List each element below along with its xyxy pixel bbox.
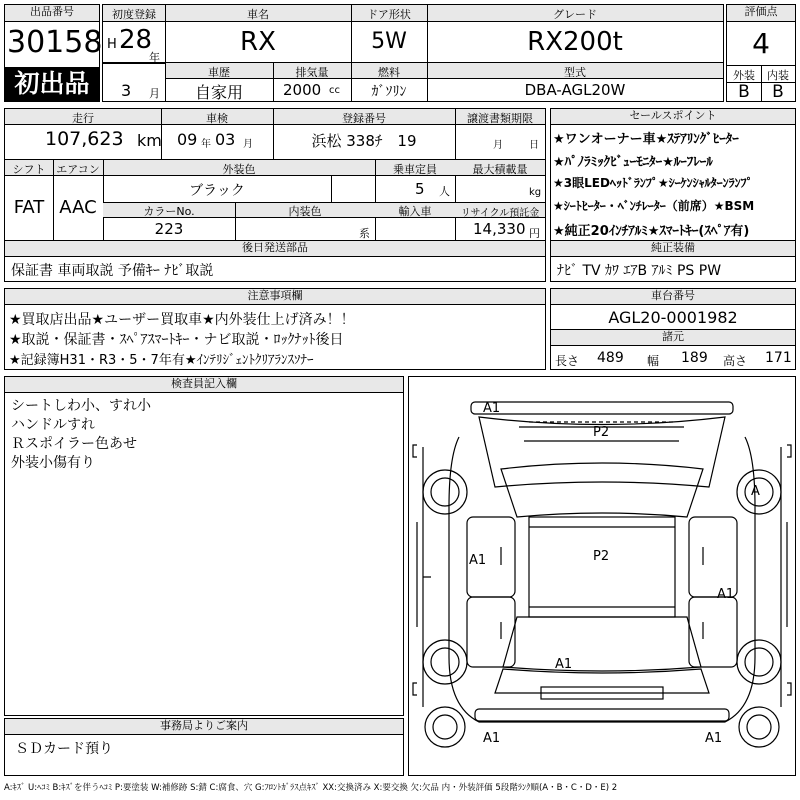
header-row-box — [102, 4, 724, 64]
chassis-label: 車台番号 — [551, 289, 795, 305]
ac-label: エアコン — [56, 163, 100, 176]
selling-point-line: ★3眼LEDﾍｯﾄﾞﾗﾝﾌﾟ★ｼｰｹﾝｼｬﾙﾀｰﾝﾗﾝﾌﾟ — [553, 176, 753, 190]
model-label: 型式 — [564, 66, 586, 79]
exterior-color: ブラック — [189, 183, 245, 199]
displacement-label: 排気量 — [295, 66, 329, 79]
grade: RX200t — [527, 27, 623, 57]
inspection-month: 03 — [215, 130, 236, 149]
inspection-year-unit: 年 — [201, 139, 211, 150]
score: 4 — [752, 27, 770, 60]
selling-point-line: ★純正20ｲﾝﾁｱﾙﾐ★ｽﾏｰﾄｷｰ(ｽﾍﾟｱ有) — [553, 224, 750, 239]
air-conditioner: AAC — [59, 197, 97, 218]
interior-label: 内装 — [767, 69, 789, 82]
fuel: ｶﾞｿﾘﾝ — [371, 84, 407, 100]
office-box — [4, 718, 404, 776]
damage-mark: P2 — [593, 425, 610, 440]
registration-era: H — [107, 37, 117, 52]
selling-points-box — [550, 108, 796, 242]
inspection-month-unit: 月 — [243, 139, 253, 150]
score-label: 評価点 — [727, 5, 795, 22]
door-type: 5W — [371, 29, 407, 54]
notes-label: 注意事項欄 — [5, 289, 545, 305]
damage-mark: A1 — [469, 553, 487, 568]
dimensions-label: 諸元 — [551, 330, 795, 346]
equipment-box — [550, 240, 796, 282]
model-code: DBA-AGL20W — [524, 81, 626, 99]
recycle-fee: 14,330 — [473, 220, 526, 238]
lot-number-label: 出品番号 — [5, 5, 99, 22]
mileage-unit: km — [137, 131, 162, 150]
note-line: ★取説・保証書・ｽﾍﾟｱｽﾏｰﾄｷｰ・ナビ取説・ﾛｯｸﾅｯﾄ後日 — [9, 332, 344, 348]
color-number-label: カラーNo. — [143, 205, 195, 218]
damage-mark: A1 — [705, 731, 723, 746]
length-label: 長さ — [555, 354, 580, 368]
office-label: 事務局よりご案内 — [5, 719, 403, 735]
height-label: 高さ — [723, 354, 748, 368]
damage-mark: A1 — [717, 587, 735, 602]
interior-color-label: 内装色 — [288, 205, 322, 218]
equipment-label: 純正装備 — [551, 241, 795, 257]
later-parts-label: 後日発送部品 — [5, 241, 545, 257]
later-parts: 保証書 車両取説 予備ｷｰ ﾅﾋﾞ取説 — [11, 263, 214, 279]
fuel-label: 燃料 — [378, 66, 400, 79]
later-parts-box — [4, 240, 546, 282]
inspector-label: 検査員記入欄 — [5, 377, 403, 393]
exterior-label: 外装 — [733, 69, 755, 82]
note-line: ★買取店出品★ユーザー買取車★内外装仕上げ済み！！ — [9, 312, 355, 328]
damage-mark: A1 — [555, 657, 573, 672]
inspector-line: シートしわ小、すれ小 — [11, 398, 151, 414]
damage-mark: A — [751, 484, 760, 499]
displacement: 2000 — [283, 81, 322, 99]
note-line: ★記録簿H31・R3・5・7年有★ｲﾝﾃﾘｼﾞｪﾝﾄｸﾘｱﾗﾝｽｿﾅｰ — [9, 353, 314, 368]
car-name: RX — [240, 27, 276, 57]
capacity: 5 — [415, 180, 425, 198]
plate-number: 浜松 338ﾁ 19 — [311, 132, 417, 150]
interior-color-unit: 系 — [359, 227, 370, 240]
door-type-label: ドア形状 — [367, 8, 411, 21]
length: 489 — [597, 350, 624, 366]
interior-grade: B — [772, 82, 784, 102]
color-label: 外装色 — [222, 163, 256, 176]
color-number: 223 — [154, 220, 184, 238]
registration-year-unit: 年 — [149, 51, 160, 64]
max-load-label: 最大積載量 — [472, 163, 528, 176]
shift-label: シフト — [12, 163, 46, 176]
damage-mark: A1 — [483, 401, 501, 416]
transfer-day-unit: 日 — [529, 140, 539, 151]
inspection-year: 09 — [177, 130, 198, 149]
width: 189 — [681, 350, 708, 366]
score-box — [726, 4, 796, 102]
equipment: ﾅﾋﾞ TV ｶﾜ ｴｱB ｱﾙﾐ PS PW — [557, 263, 722, 279]
mileage-label: 走行 — [72, 112, 94, 125]
grade-label: グレード — [553, 8, 597, 21]
mileage: 107,623 — [45, 128, 124, 150]
first-listing-badge: 初出品 — [5, 67, 99, 101]
selling-point-line: ★ﾊﾟﾉﾗﾐｯｸﾋﾞｭｰﾓﾆﾀｰ★ﾙｰﾌﾚｰﾙ — [553, 155, 713, 170]
history-label: 車歴 — [208, 66, 230, 79]
capacity-label: 乗車定員 — [393, 163, 437, 176]
shift: FAT — [13, 197, 45, 218]
inspector-line: ハンドルすれ — [11, 417, 95, 433]
inspector-box — [4, 376, 404, 716]
office-note: ＳＤカード預り — [15, 741, 113, 757]
damage-mark: P2 — [593, 549, 610, 564]
car-name-label: 車名 — [247, 8, 269, 21]
legend: A:ｷｽﾞ U:ﾍｺﾐ B:ｷｽﾞを伴うﾍｺﾐ P:要塗装 W:補修跡 S:錆 C:腐食、穴 G:ﾌﾛﾝﾄｶﾞﾗｽ点ｷｽﾞ XX:交換済み X:要交換 欠:欠品 内・外装評価 5段階ﾗﾝｸ順(A・B・C・D・E) 2 — [4, 783, 618, 793]
transfer-deadline-label: 譲渡書類期限 — [467, 112, 533, 125]
selling-point-line: ★ワンオーナー車★ｽﾃｱﾘﾝｸﾞﾋｰﾀｰ — [553, 132, 739, 147]
recycle-fee-unit: 円 — [529, 227, 540, 240]
capacity-unit: 人 — [439, 185, 450, 198]
lot-number: 30158 — [7, 25, 103, 60]
max-load-unit: kg — [529, 187, 542, 198]
registration-month: 3 — [121, 81, 132, 100]
selling-points-label: セールスポイント — [551, 109, 795, 125]
import-label: 輸入車 — [398, 205, 432, 218]
chassis-box — [550, 288, 796, 370]
transfer-month-unit: 月 — [493, 140, 503, 151]
height: 171 — [765, 350, 792, 366]
car-diagram-box — [408, 376, 796, 776]
registration-year: 28 — [119, 25, 153, 55]
inspector-line: Ｒスポイラー色あせ — [11, 436, 137, 452]
recycle-label: リサイクル預託金 — [460, 208, 540, 219]
inspector-line: 外装小傷有り — [11, 455, 95, 471]
spec-row-box — [102, 62, 724, 102]
notes-box — [4, 288, 546, 370]
chassis-number: AGL20-0001982 — [608, 308, 738, 327]
exterior-grade: B — [738, 82, 750, 102]
lot-number-box — [4, 4, 103, 102]
selling-point-line: ★ｼｰﾄﾋｰﾀｰ・ﾍﾞﾝﾁﾚｰﾀｰ（前席）★BSM — [553, 199, 755, 213]
plate-label: 登録番号 — [342, 112, 386, 125]
inspection-label: 車検 — [206, 112, 228, 125]
displacement-unit: cc — [329, 85, 340, 96]
damage-mark: A1 — [483, 731, 501, 746]
detail-box — [4, 108, 546, 242]
first-registration-label: 初度登録 — [112, 8, 156, 21]
width-label: 幅 — [647, 354, 660, 368]
registration-month-unit: 月 — [149, 87, 160, 100]
history: 自家用 — [194, 83, 243, 102]
